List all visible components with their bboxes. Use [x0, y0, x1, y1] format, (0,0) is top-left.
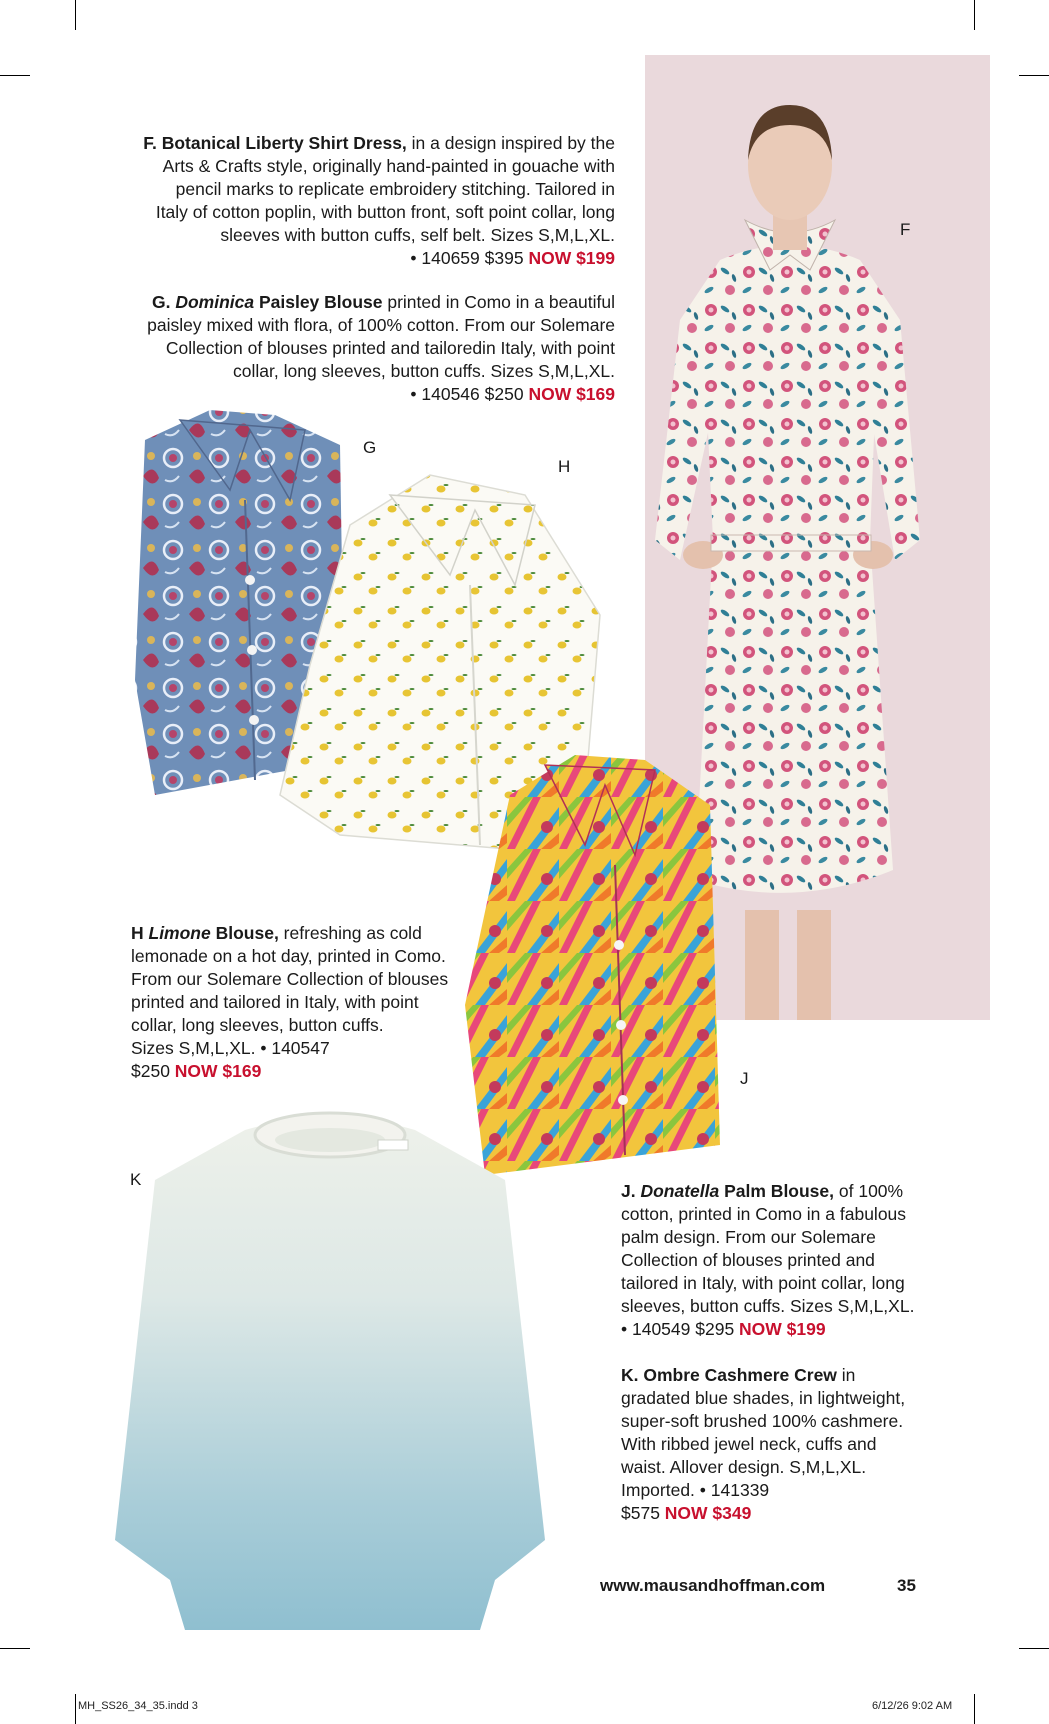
- sale-price-j: NOW $199: [739, 1319, 826, 1339]
- crop-mark: [974, 1694, 975, 1724]
- website-url: www.mausandhoffman.com: [600, 1576, 826, 1595]
- product-description-j: J. Donatella Palm Blouse, of 100% cotton, printed in Como in a fabulous palm design. From our Solemare Collection of blouses printed and tailored in Italy, with point collar, long sleeves, button cuffs. Sizes S,M,L,XL. • 140549 $295 NOW $199: [621, 1181, 915, 1339]
- product-name-f: F. Botanical Liberty Shirt Dress,: [143, 133, 407, 153]
- product-description-k: K. Ombre Cashmere Crew in gradated blue shades, in lightweight, super-soft brushed 100% cashmere. With ribbed jewel neck, cuffs and waist. Allover design. S,M,L,XL. Imported. • 141339 $575 NOW $349: [621, 1365, 906, 1523]
- product-name-j: Donatella: [640, 1181, 720, 1201]
- crop-mark: [75, 0, 76, 30]
- crop-mark: [75, 1694, 76, 1724]
- item-number-f: • 140659 $395: [410, 248, 529, 268]
- product-name-h: Limone: [148, 923, 211, 943]
- product-letter-h: H: [558, 457, 571, 476]
- print-slug-file: MH_SS26_34_35.indd 3: [78, 1700, 198, 1712]
- product-letter-j: J: [740, 1069, 749, 1088]
- product-name-k: K. Ombre Cashmere Crew: [621, 1365, 837, 1385]
- crop-mark: [0, 1648, 30, 1649]
- price-h: $250: [131, 1061, 175, 1081]
- sale-price-f: NOW $199: [528, 248, 615, 268]
- sale-price-k: NOW $349: [664, 1503, 752, 1523]
- product-letter-g: G: [363, 438, 377, 457]
- crop-mark: [974, 0, 975, 30]
- crop-mark: [1019, 1648, 1049, 1649]
- product-name-g: Dominica: [175, 292, 255, 312]
- print-slug-date: 6/12/26 9:02 AM: [872, 1700, 953, 1712]
- item-number-j: • 140549 $295: [621, 1319, 740, 1339]
- price-k: $575: [621, 1503, 665, 1523]
- page-number: 35: [897, 1576, 916, 1595]
- product-description-g: G. Dominica Paisley Blouse printed in Como in a beautiful paisley mixed with flora, of 100% cotton. From our Solemare Collection of blouses printed and tailoredin Italy, with point collar, long sleeves, button cuffs. Sizes S,M,L,XL. • 140546 $250 NOW $169: [147, 292, 615, 404]
- ombre-cashmere-sweater-photo: [95, 1110, 565, 1630]
- crop-mark: [1019, 75, 1049, 76]
- product-description-h: H Limone Blouse, refreshing as cold lemonade on a hot day, printed in Como. From our Solemare Collection of blouses printed and tailored in Italy, with point collar, long sleeves, button cuffs. Sizes S,M,L,XL. • 140547 $250 NOW $169: [131, 923, 449, 1081]
- item-number-g: • 140546 $250: [410, 384, 529, 404]
- crop-mark: [0, 75, 30, 76]
- sale-price-g: NOW $169: [528, 384, 615, 404]
- product-letter-k: K: [130, 1170, 142, 1189]
- product-description-f: F. Botanical Liberty Shirt Dress, in a design inspired by the Arts & Crafts style, originally hand-painted in gouache with pencil marks to replicate embroidery stitching. Tailored in Italy of cotton poplin, with button front, soft point collar, long sleeves with button cuffs, self belt. Sizes S,M,L,XL. • 140659 $395 NOW $199: [143, 133, 615, 268]
- product-letter-f: F: [900, 220, 911, 239]
- sale-price-h: NOW $169: [174, 1061, 262, 1081]
